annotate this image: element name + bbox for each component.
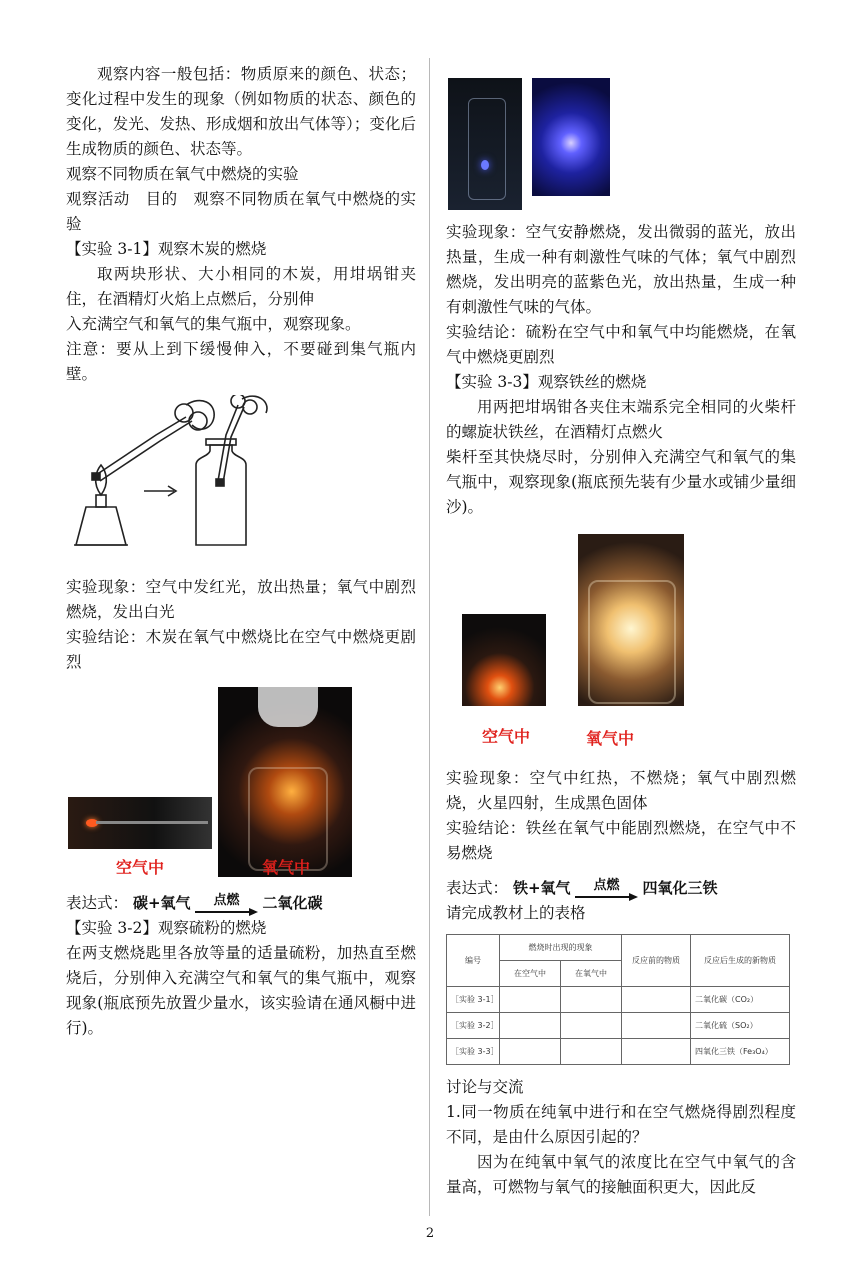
reactants: 铁+氧气 (512, 879, 571, 897)
charcoal-diagram (66, 395, 416, 565)
table-header-number: 编号 (447, 935, 500, 987)
table-header-after: 反应后生成的新物质 (691, 935, 790, 987)
product: 二氧化碳 (262, 894, 323, 912)
left-column (66, 62, 416, 1041)
exp3-body-cont: 柴杆至其快烧尽时，分别伸入充满空气和氧气的集气瓶中，观察现象(瓶底预先装有少量水或铺少量细沙)。 (446, 448, 796, 516)
reactants: 碳+氧气 (132, 894, 191, 912)
activity-purpose: 观察活动 目的 观察不同物质在氧气中燃烧的实验 (66, 190, 416, 233)
word-equation (513, 876, 718, 901)
exp1-note: 注意：要从上到下缓慢伸入，不要碰到集气瓶内壁。 (66, 340, 416, 383)
table-header-phenomenon: 燃烧时出现的现象 (500, 935, 622, 961)
charcoal-photos (66, 687, 416, 887)
exp1-body: 取两块形状、大小相同的木炭，用坩埚钳夹住，在酒精灯火焰上点燃后，分别伸 (66, 265, 416, 308)
exp2-conclusion: 实验结论：硫粉在空气中和氧气中均能燃烧，在氧气中燃烧更剧烈 (446, 323, 796, 366)
table-header-air: 在空气中 (500, 961, 561, 987)
observation-intro: 观察内容一般包括：物质原来的颜色、状态；变化过程中发生的现象（例如物质的状态、颜色的变化，发光、发热、形成烟和放出气体等）；变化后生成物质的颜色、状态等。 (66, 65, 416, 158)
exp1-title: 【实验 3-1】观察木炭的燃烧 (66, 240, 267, 258)
experiment-table-image (446, 934, 796, 1065)
iron-in-air-photo (462, 614, 546, 706)
discussion-heading: 讨论与交流 (446, 1078, 524, 1096)
table-cell-product: 四氧化三铁（Fe₃O₄） (691, 1039, 790, 1065)
exp3-expression (446, 876, 796, 901)
exp3-title: 【实验 3-3】观察铁丝的燃烧 (446, 373, 647, 391)
exp3-conclusion: 实验结论：铁丝在氧气中能剧烈燃烧，在空气中不易燃烧 (446, 819, 796, 862)
table-cell-product: 二氧化碳（CO₂） (691, 987, 790, 1013)
charcoal-in-air-photo (68, 797, 212, 849)
table-header-before: 反应前的物质 (622, 935, 691, 987)
caption-oxygen: 氧气中 (262, 858, 311, 877)
sulfur-in-oxygen-photo (532, 78, 610, 196)
answer-1: 因为在纯氧中氧气的浓度比在空气中氧气的含量高，可燃物与氧气的接触面积更大，因此反 (446, 1153, 796, 1196)
table-prompt: 请完成教材上的表格 (446, 904, 586, 922)
exp2-title: 【实验 3-2】观察硫粉的燃烧 (66, 919, 267, 937)
section-heading: 观察不同物质在氧气中燃烧的实验 (66, 165, 299, 183)
exp3-body: 用两把坩埚钳各夹住末端系完全相同的火柴杆的螺旋状铁丝，在酒精灯点燃火 (446, 398, 796, 441)
exp1-conclusion: 实验结论：木炭在氧气中燃烧比在空气中燃烧更剧烈 (66, 628, 416, 671)
table-row (447, 987, 790, 1013)
arrow-icon (575, 893, 639, 901)
arrow-icon (195, 908, 259, 916)
right-column (446, 14, 796, 1200)
word-equation (133, 891, 323, 916)
reaction-arrow (575, 879, 639, 901)
exp2-phenomenon: 实验现象：空气安静燃烧，发出微弱的蓝光，放出热量，生成一种有刺激性气味的气体；氧气中剧烈燃烧，发出明亮的蓝紫色光，放出热量，生成一种有刺激性气味的气体。 (446, 223, 796, 316)
table-cell-number: ［实验 3-2］ (447, 1013, 500, 1039)
reaction-condition: 点燃 (213, 893, 240, 908)
iron-photos (446, 534, 796, 766)
expression-label: 表达式： (66, 894, 129, 912)
exp1-expression (66, 891, 416, 916)
exp1-body-cont: 入充满空气和氧气的集气瓶中，观察现象。 (66, 315, 361, 333)
reaction-arrow (195, 894, 259, 916)
question-1: 1.同一物质在纯氧中进行和在空气燃烧得剧烈程度不同，是由什么原因引起的？ (446, 1103, 796, 1146)
product: 四氧化三铁 (642, 879, 718, 897)
exp1-phenomenon: 实验现象：空气中发红光，放出热量；氧气中剧烈燃烧，发出白光 (66, 578, 416, 621)
table-row (447, 1013, 790, 1039)
table-cell-number: ［实验 3-3］ (447, 1039, 500, 1065)
page-number: 2 (425, 1226, 435, 1241)
iron-in-oxygen-photo (578, 534, 684, 706)
table-cell-number: ［实验 3-1］ (447, 987, 500, 1013)
experiment-table (446, 934, 790, 1065)
caption-air: 空气中 (482, 727, 531, 746)
charcoal-in-oxygen-photo (218, 687, 352, 877)
table-row (447, 1039, 790, 1065)
exp2-body: 在两支燃烧匙里各放等量的适量硫粉，加热直至燃烧后，分别伸入充满空气和氧气的集气瓶中，观察现象(瓶底预先放置少量水，该实验请在通风橱中进行)。 (66, 944, 416, 1037)
table-header-oxygen: 在氧气中 (561, 961, 622, 987)
caption-oxygen: 氧气中 (586, 729, 635, 748)
column-divider (429, 58, 430, 1216)
sulfur-in-air-photo (448, 78, 522, 210)
expression-label: 表达式： (446, 879, 509, 897)
caption-air: 空气中 (116, 858, 165, 877)
exp3-phenomenon: 实验现象：空气中红热，不燃烧；氧气中剧烈燃烧，火星四射，生成黑色固体 (446, 769, 796, 812)
sulfur-photos (446, 14, 796, 220)
tongs-lamp-bottle-illustration (66, 395, 416, 565)
reaction-condition: 点燃 (593, 878, 620, 893)
table-cell-product: 二氧化硫（SO₂） (691, 1013, 790, 1039)
